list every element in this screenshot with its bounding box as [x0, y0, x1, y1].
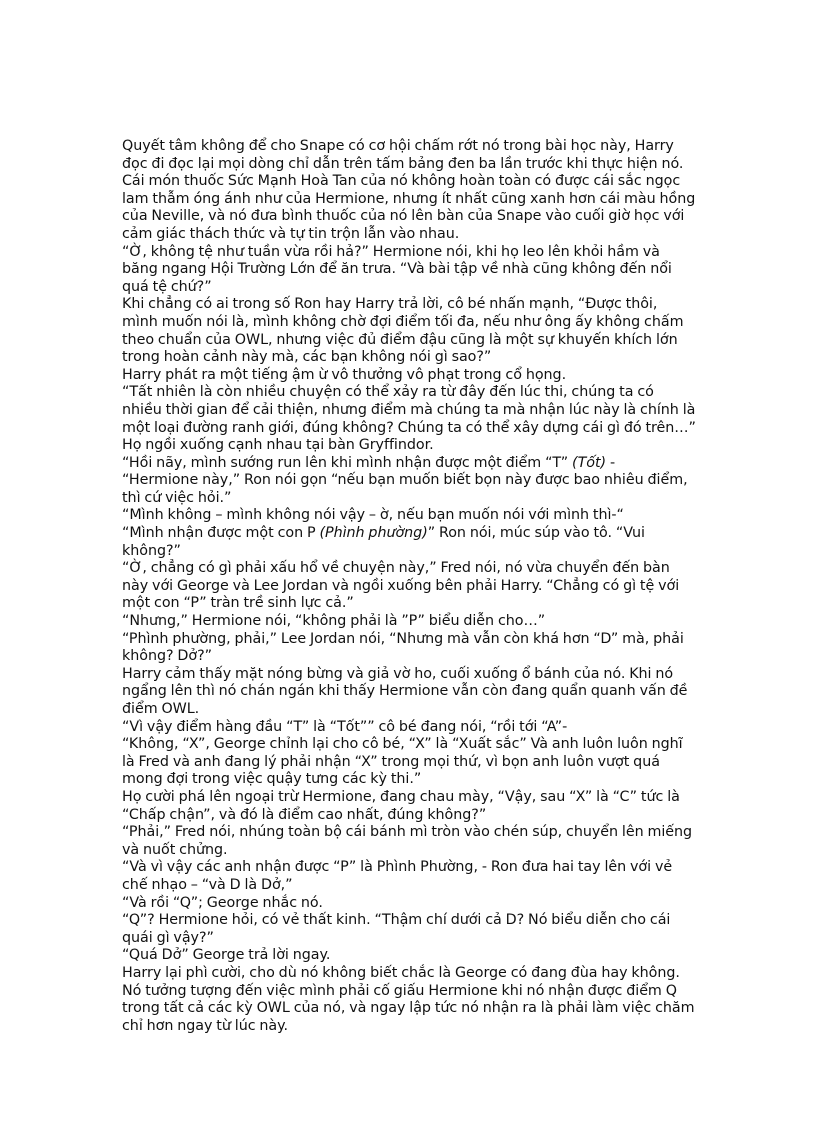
- body-text: [122, 138, 696, 1035]
- paragraph: “Và vì vậy các anh nhận được “P” là Phình Phường, - Ron đưa hai tay lên với vẻ chế nhạo – “và D là Dở,”: [122, 859, 673, 893]
- paragraph: “Hermione này,” Ron nói gọn “nếu bạn muốn biết bọn này được bao nhiêu điểm, thì cứ việc hỏi.”: [122, 472, 688, 506]
- paragraph-with-italic: “Hồi nãy, mình sướng run lên khi mình nhận được một điểm “T” (Tốt) -: [122, 454, 616, 471]
- paragraph: Họ cười phá lên ngoại trừ Hermione, đang chau mày, “Vậy, sau “X” là “C” tức là “Chấp chận”, và đó là điểm cao nhất, đúng không?”: [122, 788, 680, 823]
- paragraph: Quyết tâm không để cho Snape có cơ hội chấm rớt nó trong bài học này, Harry đọc đi đọc lại mọi dòng chỉ dẫn trên tấm bảng đen ba lần trước khi thực hiện nó. Cái món thuốc Sức Mạnh Hoà Tan của nó không hoàn toàn có được cái sắc ngọc lam thẫm óng ánh như của Hermione, nhưng ít nhất cũng xanh hơn cái màu hồng của Neville, và nó đưa bình thuốc của nó lên bàn của Snape vào cuối giờ học với cảm giác thách thức và tự tin trộn lẫn vào nhau.: [122, 138, 696, 242]
- paragraph: “Phải,” Fred nói, nhúng toàn bộ cái bánh mì tròn vào chén súp, chuyển lên miếng và nuốt chửng.: [122, 824, 693, 858]
- paragraph: “Nhưng,” Hermione nói, “không phải là ”P” biểu diễn cho…”: [122, 613, 546, 630]
- paragraph: “Vì vậy điểm hàng đầu “T” là “Tốt”” cô bé đang nói, “rồi tới “A”-: [122, 718, 568, 735]
- paragraph: “Ờ, chẳng có gì phải xấu hổ về chuyện này,” Fred nói, nó vừa chuyển đến bàn này với George và Lee Jordan và ngồi xuống bên phải Harry. “Chẳng có gì tệ với một con “P” tràn trề sinh lực cả.”: [122, 560, 680, 612]
- paragraph-with-italic: “Mình nhận được một con P (Phình phường)” Ron nói, múc súp vào tô. “Vui không?”: [122, 525, 645, 559]
- paragraph: “Ờ, không tệ như tuần vừa rồi hả?” Hermione nói, khi họ leo lên khỏi hầm và băng ngang Hội Trường Lớn để ăn trưa. “Và bài tập về nhà cũng không đến nổi quá tệ chứ?”: [122, 243, 672, 295]
- paragraph: “Và rồi “Q”; George nhắc nó.: [122, 894, 323, 911]
- paragraph: Khi chẳng có ai trong số Ron hay Harry trả lời, cô bé nhấn mạnh, “Được thôi, mình muốn nói là, mình không chờ đợi điểm tối đa, nếu như ông ấy không chấm theo chuẩn của OWL, nhưng việc đủ điểm đậu cũng là một sự khuyến khích lớn trong hoàn cảnh này mà, các bạn không nói gì sao?”: [122, 296, 684, 366]
- paragraph: Harry phát ra một tiếng ậm ừ vô thưởng vô phạt trong cổ họng.: [122, 366, 567, 383]
- italic-text: (Phình phường): [319, 525, 428, 542]
- italic-text: (Tốt): [572, 454, 607, 471]
- paragraph: Harry lại phì cười, cho dù nó không biết chắc là George có đang đùa hay không. Nó tưởng tượng đến việc mình phải cố giấu Hermione khi nó nhận được điểm Q trong tất cả các kỳ OWL của nó, và ngay lập tức nó nhận ra là phải làm việc chăm chỉ hơn ngay từ lúc này.: [122, 964, 695, 1034]
- paragraph: “Không, “X”, George chỉnh lại cho cô bé, “X” là “Xuất sắc” Và anh luôn luôn nghĩ là Fred và anh đang lý phải nhận “X” trong mọi thứ, vì bọn anh luôn vượt quá mong đợi trong việc quậy tưng các kỳ thi.”: [122, 736, 683, 788]
- paragraph: Họ ngồi xuống cạnh nhau tại bàn Gryffindor.: [122, 437, 434, 454]
- paragraph: “Q”? Hermione hỏi, có vẻ thất kinh. “Thậm chí dưới cả D? Nó biểu diễn cho cái quái gì vậy?”: [122, 912, 671, 946]
- paragraph: “Quá Dở” George trả lời ngay.: [122, 947, 331, 964]
- paragraph: “Tất nhiên là còn nhiều chuyện có thể xảy ra từ đây đến lúc thi, chúng ta có nhiều thời gian để cải thiện, nhưng điểm mà chúng ta mà nhận lúc này là chính là một loại đường ranh giới, đúng không? Chúng ta có thể xây dựng cái gì đó trên…”: [122, 384, 696, 436]
- paragraph: Harry cảm thấy mặt nóng bừng và giả vờ ho, cuối xuống ổ bánh của nó. Khi nó ngẩng lên thì nó chán ngán khi thấy Hermione vẫn còn đang quẩn quanh vấn đề điểm OWL.: [122, 665, 688, 717]
- paragraph: “Phình phường, phải,” Lee Jordan nói, “Nhưng mà vẫn còn khá hơn “D” mà, phải không? Dở?”: [122, 630, 684, 665]
- paragraph: “Mình không – mình không nói vậy – ờ, nếu bạn muốn nói với mình thì-“: [122, 507, 624, 524]
